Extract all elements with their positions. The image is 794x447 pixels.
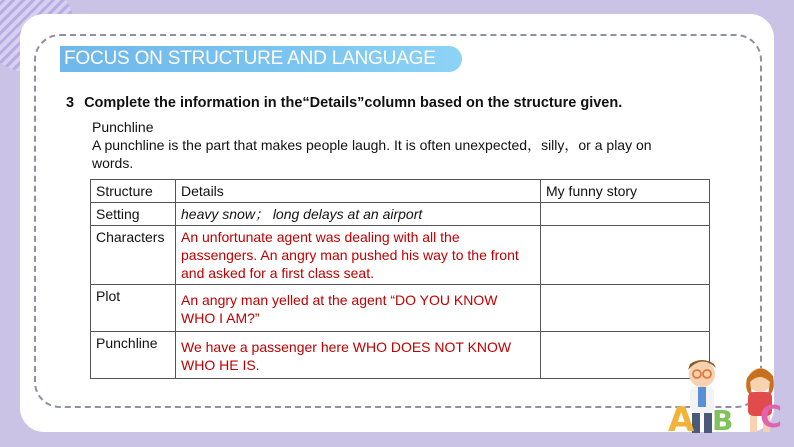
table-header-row: [91, 180, 710, 203]
structure-table: [90, 179, 710, 379]
table-row: [91, 203, 710, 226]
row-structure: Characters: [91, 226, 176, 285]
row-structure: Setting: [91, 203, 176, 226]
row-details: heavy snow； long delays at an airport: [176, 203, 541, 226]
header-structure: Structure: [91, 180, 176, 203]
table-row: [91, 332, 710, 379]
row-story-cell[interactable]: [541, 285, 710, 332]
row-story-cell[interactable]: [541, 226, 710, 285]
instruction: [66, 95, 622, 111]
row-details: An angry man yelled at the agent “DO YOU KNOW WHO I AM?”: [176, 285, 541, 332]
term-heading: Punchline: [92, 119, 154, 135]
row-structure: Punchline: [91, 332, 176, 379]
row-details: An unfortunate agent was dealing with all the passengers. An angry man pushed his way to the front and asked for a first class seat.: [176, 226, 541, 285]
row-story-cell[interactable]: [541, 203, 710, 226]
row-details: We have a passenger here WHO DOES NOT KNOW WHO HE IS.: [176, 332, 541, 379]
letter-a: A: [668, 400, 695, 440]
term-definition: A punchline is the part that makes people laugh. It is often unexpected，silly，or a play on words.: [92, 137, 652, 171]
row-structure: Plot: [91, 285, 176, 332]
table-row: [91, 285, 710, 332]
letter-b: B: [712, 404, 734, 437]
instruction-text: Complete the information in the“Details”column based on the structure given.: [84, 95, 623, 111]
letter-c: C: [760, 400, 783, 435]
instruction-number: 3: [66, 95, 75, 111]
table-row: [91, 226, 710, 285]
header-details: Details: [176, 180, 541, 203]
header-my-funny-story: My funny story: [541, 180, 710, 203]
section-title: FOCUS ON STRUCTURE AND LANGUAGE: [64, 48, 436, 69]
